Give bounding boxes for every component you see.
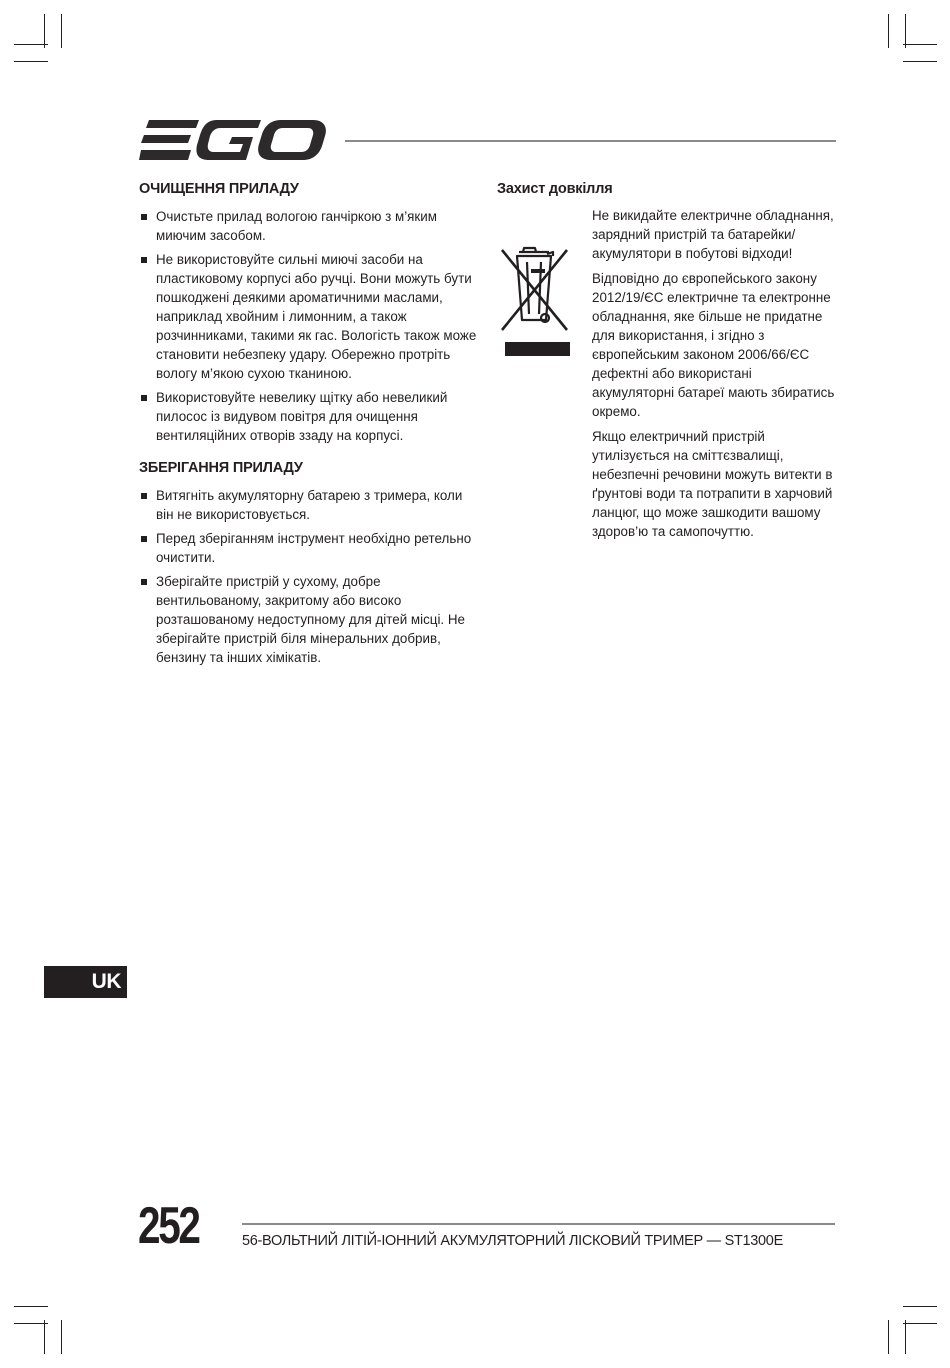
crop-mark [905, 1320, 906, 1354]
environment-heading: Захист довкілля [497, 181, 613, 197]
crop-mark [888, 1320, 889, 1354]
page-number: 252 [138, 1197, 199, 1255]
cleaning-heading: ОЧИЩЕННЯ ПРИЛАДУ [139, 181, 299, 197]
list-item: Очистьте прилад вологою ганчіркою з м’яким миючим засобом. [139, 207, 479, 245]
square-bullet-icon [141, 536, 147, 542]
environment-block [497, 206, 837, 541]
list-item: Зберігайте пристрій у сухому, добре вентильованому, закритому або високо розташованому недоступному для дітей місці. Не зберігайте пристрій біля мінеральних добрив, бензину та інших хімікатів. [139, 572, 479, 667]
crop-mark [14, 44, 48, 45]
crop-mark [905, 14, 906, 48]
storage-list [139, 486, 479, 667]
square-bullet-icon [141, 395, 147, 401]
crop-mark [888, 14, 889, 48]
environment-paragraph: Відповідно до європейського закону 2012/19/ЄС електричне та електронне обладнання, яке більше не придатне для використання, і згідно з європейським законом 2006/66/ЄС дефектні або використані акумуляторні батареї мають збиратись окремо. [592, 271, 835, 419]
footer-title: 56-ВОЛЬТНИЙ ЛІТІЙ-ІОННИЙ АКУМУЛЯТОРНИЙ ЛІСКОВИЙ ТРИМЕР — ST1300E [242, 1233, 783, 1249]
crop-mark [61, 1320, 62, 1354]
environment-paragraph: Не викидайте електричне обладнання, зарядний пристрій та батарейки/ акумулятори в побутові відходи! [592, 208, 834, 261]
ego-logo [139, 118, 327, 162]
square-bullet-icon [141, 579, 147, 585]
crop-mark [14, 1306, 48, 1307]
list-item: Не використовуйте сильні миючі засоби на пластиковому корпусі або ручці. Вони можуть бути пошкоджені деякими ароматичними маслами, наприклад хвойним і лимонним, а також розчинниками, такими як гас. Вологість також може становити небезпеку удару. Обережно протріть вологу м’якою сухою тканиною. [139, 250, 479, 383]
square-bullet-icon [141, 493, 147, 499]
list-item: Використовуйте невелику щітку або невеликий пилосос із видувом повітря для очищення вентиляційних отворів ззаду на корпусі. [139, 388, 479, 445]
environment-text [592, 206, 837, 541]
square-bullet-icon [141, 214, 147, 220]
footer-rule [242, 1223, 835, 1225]
crossed-out-wheelie-bin-icon [497, 236, 572, 356]
crop-mark [44, 14, 45, 48]
crop-mark [14, 1323, 48, 1324]
header-rule [345, 140, 836, 142]
crop-mark [61, 14, 62, 48]
environment-paragraph: Якщо електричний пристрій утилізується на сміттєзвалищі, небезпечні речовини можуть витекти в ґрунтові води та потрапити в харчовий ланцюг, що може зашкодити вашому здоров’ю та самопочуттю. [592, 429, 833, 539]
crop-mark [44, 1320, 45, 1354]
language-tab: UK [44, 966, 127, 998]
crop-mark [903, 1306, 937, 1307]
right-column [497, 180, 837, 547]
list-item: Витягніть акумуляторну батарею з тримера, коли він не використовується. [139, 486, 479, 524]
cleaning-list [139, 207, 479, 445]
left-column [139, 180, 479, 672]
crop-mark [903, 61, 937, 62]
crop-mark [903, 1323, 937, 1324]
crop-mark [903, 44, 937, 45]
storage-heading: ЗБЕРІГАННЯ ПРИЛАДУ [139, 460, 303, 476]
square-bullet-icon [141, 257, 147, 263]
list-item: Перед зберіганням інструмент необхідно ретельно очистити. [139, 529, 479, 567]
crop-mark [14, 61, 48, 62]
